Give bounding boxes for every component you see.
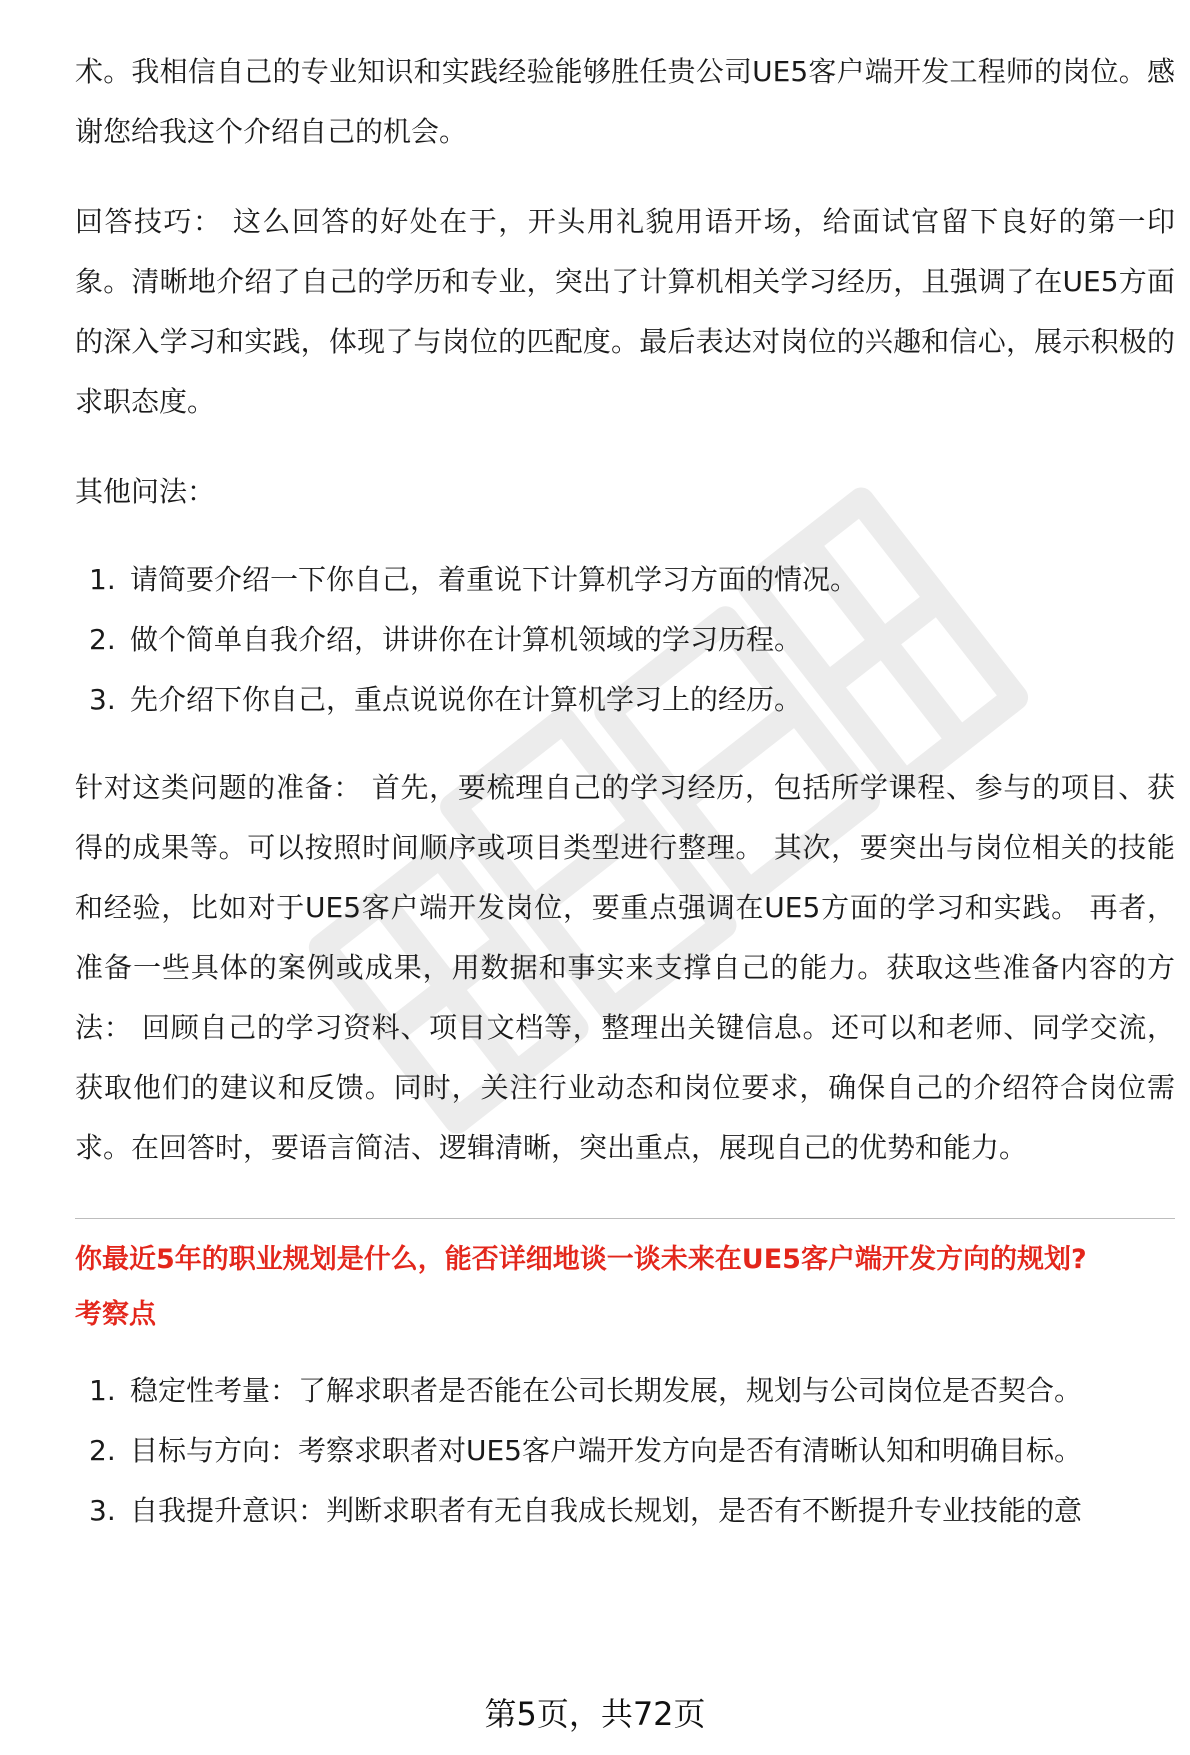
list-number: 3. (89, 1494, 116, 1527)
list-text: 做个简单自我介绍，讲讲你在计算机领域的学习历程。 (130, 623, 803, 656)
list-item (75, 1421, 1175, 1481)
question-title: 你最近5年的职业规划是什么，能否详细地谈一谈未来在UE5客户端开发方向的规划? (75, 1244, 1087, 1275)
page-footer: 第5页，共72页 (484, 1695, 706, 1733)
list-item (75, 1361, 1175, 1421)
other-questions-list (75, 550, 1175, 730)
list-number: 1. (89, 563, 116, 596)
list-text: 请简要介绍一下你自己，着重说下计算机学习方面的情况。 (130, 563, 859, 596)
list-text: 目标与方向：考察求职者对UE5客户端开发方向是否有清晰认知和明确目标。 (130, 1434, 1083, 1467)
list-item (75, 1481, 1175, 1541)
list-number: 2. (89, 1434, 116, 1467)
list-number: 1. (89, 1374, 116, 1407)
focus-points-list (75, 1361, 1175, 1541)
list-text: 先介绍下你自己，重点说说你在计算机学习上的经历。 (130, 683, 803, 716)
preparation-paragraph: 针对这类问题的准备： 首先，要梳理自己的学习经历，包括所学课程、参与的项目、获得的成果等。可以按照时间顺序或项目类型进行整理。 其次，要突出与岗位相关的技能和经验，比如对于UE5客户端开发岗位，要重点强调在UE5方面的学习和实践。 再者，准备一些具体的案例或成果，用数据和事实来支撑自己的能力。获取这些准备内容的方法： 回顾自己的学习资料、项目文档等，整理出关键信息。还可以和老师、同学交流，获取他们的建议和反馈。同时，关注行业动态和岗位要求，确保自己的介绍符合岗位需求。在回答时，要语言简洁、逻辑清晰，突出重点，展现自己的优势和能力。 (75, 771, 1175, 1164)
answer-tip-paragraph: 回答技巧： 这么回答的好处在于，开头用礼貌用语开场，给面试官留下良好的第一印象。清晰地介绍了自己的学历和专业，突出了计算机相关学习经历，且强调了在UE5方面的深入学习和实践，体现了与岗位的匹配度。最后表达对岗位的兴趣和信心，展示积极的求职态度。 (75, 205, 1175, 418)
list-item (75, 610, 1175, 670)
intro-tail-paragraph: 术。我相信自己的专业知识和实践经验能够胜任贵公司UE5客户端开发工程师的岗位。感谢您给我这个介绍自己的机会。 (75, 55, 1175, 148)
list-number: 3. (89, 683, 116, 716)
list-item (75, 670, 1175, 730)
list-item (75, 550, 1175, 610)
other-questions-heading: 其他问法： (75, 475, 216, 508)
list-text: 稳定性考量：了解求职者是否能在公司长期发展，规划与公司岗位是否契合。 (130, 1374, 1083, 1407)
focus-heading: 考察点 (75, 1299, 156, 1330)
content-area (75, 42, 1175, 1541)
list-number: 2. (89, 623, 116, 656)
list-text: 自我提升意识：判断求职者有无自我成长规划，是否有不断提升专业技能的意 (130, 1494, 1083, 1527)
